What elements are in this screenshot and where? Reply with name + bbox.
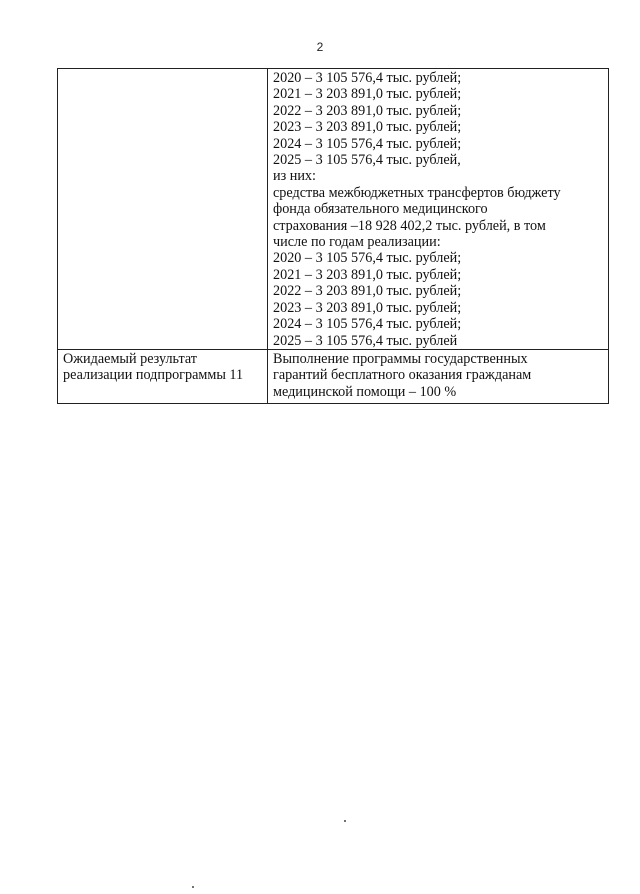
table-row-funding <box>58 69 609 350</box>
funding-line: 2020 – 3 105 576,4 тыс. рублей; <box>273 70 462 86</box>
expected-result-line: гарантий бесплатного оказания гражданам <box>273 367 532 384</box>
funding-line: средства межбюджетных трансфертов бюджету <box>273 184 561 201</box>
funding-label-cell <box>58 69 268 350</box>
funding-line: 2024 – 3 105 576,4 тыс. рублей; <box>273 316 462 333</box>
funding-line: 2021 – 3 203 891,0 тыс. рублей; <box>273 266 462 283</box>
scan-speck <box>344 820 346 822</box>
funding-line: 2024 – 3 105 576,4 тыс. рублей; <box>273 135 462 152</box>
funding-line: 2025 – 3 105 576,4 тыс. рублей <box>273 332 458 349</box>
funding-line: 2021 – 3 203 891,0 тыс. рублей; <box>273 86 462 103</box>
funding-line: фонда обязательного медицинского <box>273 201 488 218</box>
expected-result-line: Выполнение программы государственных <box>273 350 528 367</box>
expected-result-label-line: реализации подпрограммы 11 <box>63 367 244 384</box>
funding-line: 2023 – 3 203 891,0 тыс. рублей; <box>273 119 462 136</box>
funding-line: страхования –18 928 402,2 тыс. рублей, в том <box>273 217 546 234</box>
funding-details-cell <box>268 69 609 350</box>
funding-line: числе по годам реализации: <box>273 234 441 251</box>
funding-line: 2022 – 3 203 891,0 тыс. рублей; <box>273 102 462 119</box>
funding-line: из них: <box>273 168 316 185</box>
page-number: 2 <box>316 40 324 54</box>
funding-line: 2023 – 3 203 891,0 тыс. рублей; <box>273 299 462 316</box>
expected-result-label-line: Ожидаемый результат <box>63 350 197 367</box>
scan-speck <box>192 886 194 888</box>
funding-line: 2020 – 3 105 576,4 тыс. рублей; <box>273 250 462 267</box>
expected-result-line: медицинской помощи – 100 % <box>273 383 457 400</box>
expected-result-label-cell <box>58 349 268 403</box>
funding-line: 2025 – 3 105 576,4 тыс. рублей, <box>273 152 461 169</box>
expected-result-value-cell <box>268 349 609 403</box>
subprogram-passport-table <box>57 68 609 404</box>
table-row-expected-result <box>58 349 609 403</box>
funding-line: 2022 – 3 203 891,0 тыс. рублей; <box>273 283 462 300</box>
